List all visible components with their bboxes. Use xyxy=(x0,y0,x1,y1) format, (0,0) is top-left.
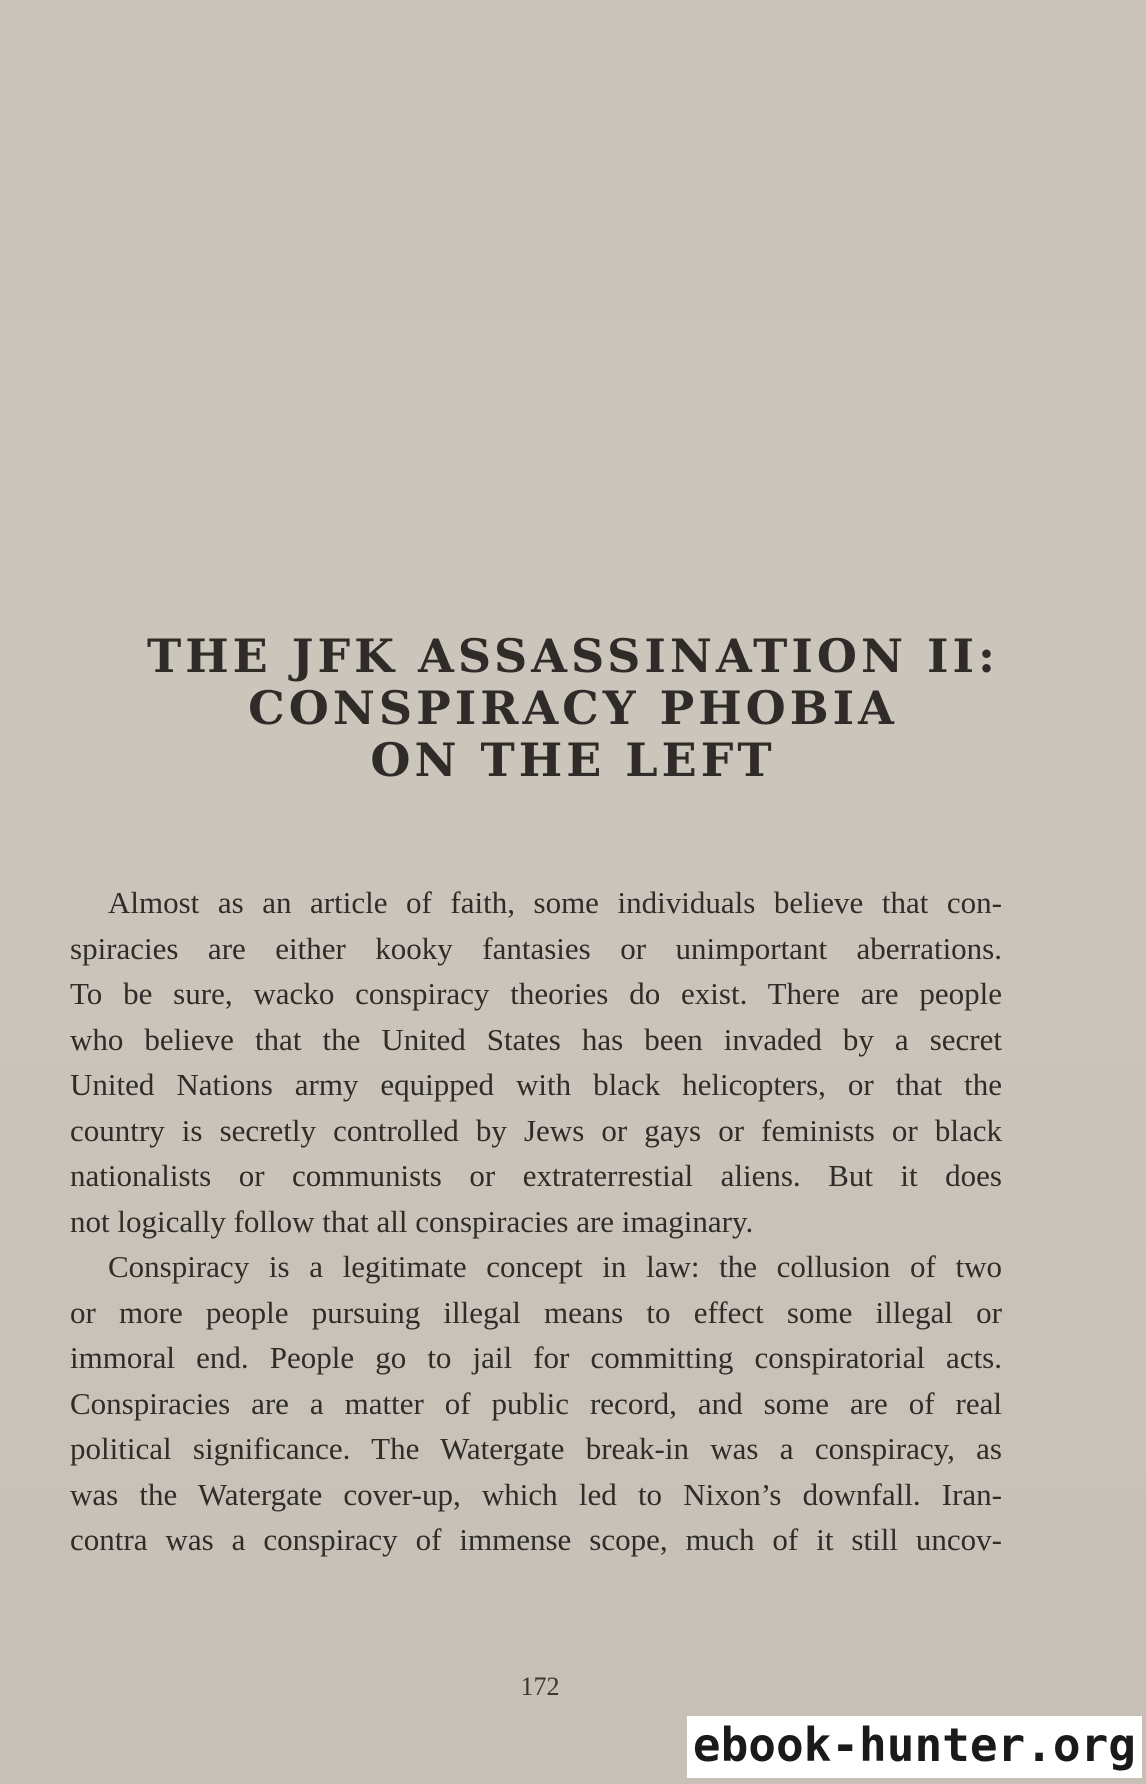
paragraph-2-line: immoral end. People go to jail for committing conspiratorial acts. xyxy=(70,1340,1002,1375)
paragraph-2-line: was the Watergate cover-up, which led to Nixon’s downfall. Iran- xyxy=(70,1476,1002,1512)
paragraph-1-line: United Nations army equipped with black helicopters, or that the xyxy=(70,1067,1002,1102)
chapter-title xyxy=(0,630,1146,786)
body-text xyxy=(70,880,1002,1563)
chapter-title-line-2: CONSPIRACY PHOBIA xyxy=(248,681,898,735)
paragraph-2-line: contra was a conspiracy of immense scope, much of it still uncov- xyxy=(70,1522,1002,1557)
paragraph-1-line: who believe that the United States has been invaded by a secret xyxy=(70,1021,1002,1057)
paragraph-2-line: Conspiracy is a legitimate concept in law: the collusion of two xyxy=(108,1249,1002,1284)
paragraph-1-line: nationalists or communists or extraterrestial aliens. But it does xyxy=(70,1158,1002,1193)
paragraph-1-line: Almost as an article of faith, some individuals believe that con- xyxy=(108,885,1002,920)
watermark: ebook-hunter.org xyxy=(687,1716,1142,1778)
chapter-title-line-1: THE JFK ASSASSINATION II: xyxy=(146,629,1000,683)
paragraph-1-line: not logically follow that all conspiracies are imaginary. xyxy=(70,1203,754,1239)
paragraph-1-line: To be sure, wacko conspiracy theories do exist. There are people xyxy=(70,976,1002,1011)
paragraph-2-line: political significance. The Watergate break-in was a conspiracy, as xyxy=(70,1431,1002,1466)
chapter-title-line-3: ON THE LEFT xyxy=(370,733,776,787)
paragraph-2-line: or more people pursuing illegal means to effect some illegal or xyxy=(70,1294,1002,1330)
paragraph-2-line: Conspiracies are a matter of public record, and some are of real xyxy=(70,1385,1002,1421)
paragraph-1-line: country is secretly controlled by Jews or gays or feminists or black xyxy=(70,1112,1002,1148)
paragraph-1-line: spiracies are either kooky fantasies or unimportant aberrations. xyxy=(70,930,1002,966)
page-number: 172 xyxy=(520,1672,560,1701)
